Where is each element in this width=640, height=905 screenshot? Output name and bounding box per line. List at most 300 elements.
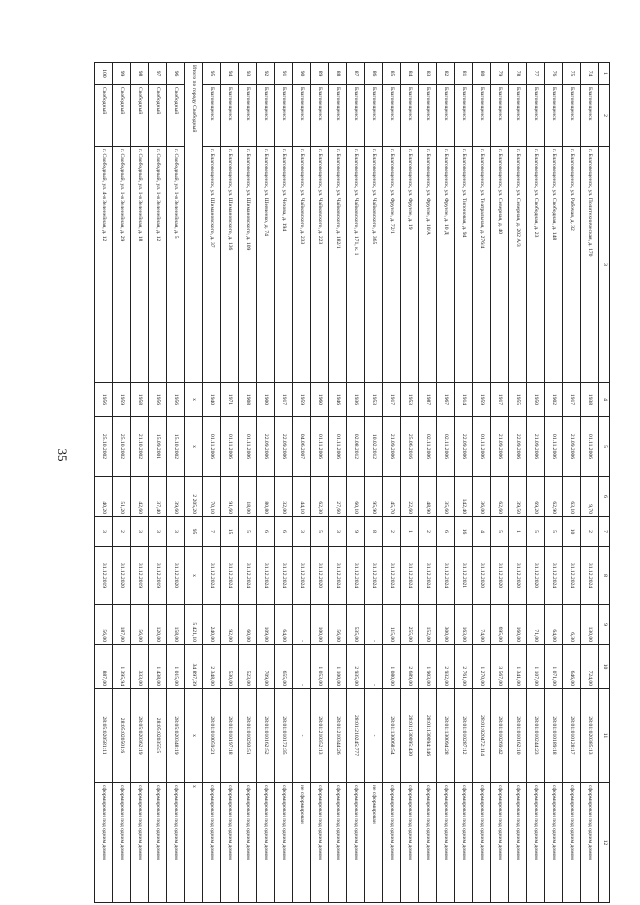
table-cell: 82 (437, 63, 455, 85)
table-cell: 97 (149, 63, 167, 85)
table-cell: 152,00 (419, 605, 437, 645)
table-cell: сформирован под одним домом (347, 783, 365, 903)
table-cell: сформирован под одним домом (383, 783, 401, 903)
table-cell: 100,00 (311, 605, 329, 645)
table-cell: 10 (563, 517, 581, 547)
table-cell: 5 (527, 517, 545, 547)
table-cell: 01.11.2006 (581, 417, 599, 477)
table-cell: 187,00 (113, 605, 131, 645)
table-cell: 9,70 (581, 477, 599, 517)
table-cell: 62,30 (311, 477, 329, 517)
table-cell: 40,20 (95, 477, 113, 517)
column-header: 6 (599, 477, 610, 517)
table-cell: 01.11.2006 (311, 417, 329, 477)
table-cell: 39,50 (509, 477, 527, 517)
table-cell: сформирован под одним домом (455, 783, 473, 903)
table-cell: 31.12.2019 (131, 547, 149, 605)
table-cell: 1956 (149, 383, 167, 417)
table-cell: 31.12.2021 (455, 547, 473, 605)
table-cell: x (185, 783, 203, 903)
table-row (347, 63, 365, 903)
table-cell: 28:01:130094:146 (419, 689, 437, 783)
table-cell: г. Благовещенск, ул. Фрунзе, д. 19 (401, 147, 419, 383)
table-cell: 1 903,00 (419, 645, 437, 689)
table-cell: 1956 (167, 383, 185, 417)
table-cell: 1908 (239, 383, 257, 417)
table-cell: Благовещенск (455, 85, 473, 147)
table-cell: 93 (239, 63, 257, 85)
table-cell: г. Благовещенск, ул. Чайковского, д. 223 (311, 147, 329, 383)
table-cell: Благовещенск (293, 85, 311, 147)
table-cell: 25.06.2016 (401, 417, 419, 477)
table-cell: 28:01:010172:35 (275, 689, 293, 783)
table-cell: 333,00 (131, 645, 149, 689)
table-cell: 70,10 (203, 477, 221, 517)
table-cell: Благовещенск (563, 85, 581, 147)
table-cell: сформирован под одним домом (527, 783, 545, 903)
table-cell: 163,00 (455, 605, 473, 645)
column-header: 3 (599, 147, 610, 383)
table-cell: г. Свободный, ул. 1-я Зеленейная, д. 12 (149, 147, 167, 383)
table-cell: 4 (473, 517, 491, 547)
table-cell: 1 (509, 517, 527, 547)
table-cell: Свободный (149, 85, 167, 147)
table-cell: сформирован под одним домом (275, 783, 293, 903)
table-cell: 28:01:130068:54 (383, 689, 401, 783)
table-cell: 31.12.2020 (113, 547, 131, 605)
table-cell: г. Благовещенск, ул. Фрунзе, д. 72/1 (383, 147, 401, 383)
table-cell: 1 015,00 (167, 645, 185, 689)
table-cell: г. Благовещенск, ул. Типоновая, д. 94 (455, 147, 473, 383)
table-cell: 15.10.2002 (167, 417, 185, 477)
table-cell: сформирован под одним домом (563, 783, 581, 903)
table-cell: 28:01:130094:28 (437, 689, 455, 783)
table-cell: 1953 (365, 383, 383, 417)
table-cell: сформирован под одним домом (545, 783, 563, 903)
table-cell: г. Свободный, ул. 1-я Зеленейная, д. 18 (131, 147, 149, 383)
table-cell: 28:01:210344:26 (329, 689, 347, 783)
table-cell: 709,00 (257, 645, 275, 689)
table-cell: 724,00 (581, 645, 599, 689)
table-cell: 42,60 (131, 477, 149, 517)
table-cell: Благовещенск (473, 85, 491, 147)
table-row (509, 63, 527, 903)
table-row (383, 63, 401, 903)
table-cell: 9 (347, 517, 365, 547)
table-cell: 31.12.2024 (419, 547, 437, 605)
column-header: 8 (599, 547, 610, 605)
table-cell: Благовещенск (401, 85, 419, 147)
table-cell: 160,00 (509, 605, 527, 645)
table-cell: 695,00 (491, 605, 509, 645)
table-cell: 31.12.2024 (545, 547, 563, 605)
table-cell: г. Благовещенск, ул. Шевченко, д. 74 (257, 147, 275, 383)
table-cell: 44,10 (293, 477, 311, 517)
table-cell: 91 (275, 63, 293, 85)
table-cell: г. Благовещенск, ул. Чайковского, д. 171, к. 1 (347, 147, 365, 383)
column-header: 9 (599, 605, 610, 645)
table-cell: 80 (473, 63, 491, 85)
table-row (257, 63, 275, 903)
table-cell: Благовещенск (203, 85, 221, 147)
table-cell: 31.12.2024 (365, 547, 383, 605)
table-cell: Благовещенск (275, 85, 293, 147)
table-cell: г. Благовещенск, ул. Чехова, д. 194 (275, 147, 293, 383)
table-cell: 100 (95, 63, 113, 85)
table-cell: Свободный (95, 85, 113, 147)
table-cell: 1940 (203, 383, 221, 417)
table-cell: 1959 (113, 383, 131, 417)
table-cell: 56,00 (95, 605, 113, 645)
table-row (581, 63, 599, 903)
table-cell: 2 932,00 (437, 645, 455, 689)
table-cell: г. Благовещенск, ул. Шимановского, д. 109 (239, 147, 257, 383)
table-cell: 1956 (95, 383, 113, 417)
table-row (419, 63, 437, 903)
table-cell: 1917 (563, 383, 581, 417)
table-cell: 87 (347, 63, 365, 85)
table-cell: 1914 (455, 383, 473, 417)
table-cell: сформирован под одним домом (437, 783, 455, 903)
table-cell: 28:01:010189:18 (545, 689, 563, 783)
table-cell: 37,40 (149, 477, 167, 517)
table-cell: 01.11.2006 (239, 417, 257, 477)
table-cell: 85 (383, 63, 401, 85)
table-cell: г. Благовещенск, ул. Театральная, д. 276/4 (473, 147, 491, 383)
table-cell: 92,00 (221, 605, 239, 645)
table-cell: 5 421,10 (185, 605, 203, 645)
table-cell: 240,00 (203, 605, 221, 645)
table-cell: x (185, 417, 203, 477)
table-cell: 1987 (419, 383, 437, 417)
table-row (527, 63, 545, 903)
table-cell: 31.12.2024 (383, 547, 401, 605)
table-cell: 15 (221, 517, 239, 547)
table-cell: Благовещенск (239, 85, 257, 147)
table-cell: 51,20 (113, 477, 131, 517)
table-cell: сформирован под одним домом (149, 783, 167, 903)
table-cell: сформирован под одним домом (491, 783, 509, 903)
table-row (275, 63, 293, 903)
table-cell: 31.12.2024 (347, 547, 365, 605)
table-cell: 3 (95, 517, 113, 547)
table-cell: 21.09.2006 (491, 417, 509, 477)
table-cell: 158,00 (167, 605, 185, 645)
table-row (95, 63, 113, 903)
column-header: 4 (599, 383, 610, 417)
table-cell: 530,00 (221, 645, 239, 689)
table-cell: 31.12.2024 (581, 547, 599, 605)
table-cell: Благовещенск (527, 85, 545, 147)
table-cell: 255,00 (401, 605, 419, 645)
table-cell: 62,60 (491, 477, 509, 517)
table-cell: сформирован под одним домом (311, 783, 329, 903)
table-cell: 1936 (347, 383, 365, 417)
table-cell: 535,00 (347, 605, 365, 645)
table-cell: г. Благовещенск, ул. Политехническая, д. 170 (581, 147, 599, 383)
table-cell: 2 348,00 (203, 645, 221, 689)
table-cell: 90 (293, 63, 311, 85)
table-cell: 76 (545, 63, 563, 85)
table-cell: 2 (383, 517, 401, 547)
table-cell: г. Благовещенск, ул. Свободная, д. 148 (545, 147, 563, 383)
table-cell: 5 (491, 517, 509, 547)
table-cell: 77 (527, 63, 545, 85)
table-cell: 22.09.2006 (275, 417, 293, 477)
table-cell: Благовещенск (311, 85, 329, 147)
table-cell: 31.12.2024 (329, 547, 347, 605)
table-cell: x (185, 547, 203, 605)
table-cell: 1938 (581, 383, 599, 417)
table-cell: x (185, 383, 203, 417)
table-row (329, 63, 347, 903)
table-cell: сформирован под одним домом (419, 783, 437, 903)
table-cell: Благовещенск (329, 85, 347, 147)
housing-table (94, 62, 610, 903)
table-cell: 28:01:010162:10 (509, 689, 527, 783)
table-cell: 31.12.2020 (167, 547, 185, 605)
table-cell: сформирован под одним домом (95, 783, 113, 903)
table-cell: Благовещенск (383, 85, 401, 147)
table-cell: 62,90 (545, 477, 563, 517)
table-cell: Благовещенск (365, 85, 383, 147)
table-cell: 86 (365, 63, 383, 85)
table-cell: 98 (131, 63, 149, 85)
table-cell: сформирован под одним домом (401, 783, 419, 903)
table-cell: 8 (365, 517, 383, 547)
table-cell: 28:01:010162:52 (257, 689, 275, 783)
table-row (401, 63, 419, 903)
table-row (113, 63, 131, 903)
table-cell: 31.12.2019 (95, 547, 113, 605)
table-cell: - (365, 689, 383, 783)
table-body (95, 63, 599, 903)
page-number: 35 (55, 448, 70, 462)
table-cell: 31.12.2024 (221, 547, 239, 605)
table-cell: 31.12.2020 (491, 547, 509, 605)
table-cell: 1900 (257, 383, 275, 417)
table-cell: 88 (329, 63, 347, 85)
table-cell: 95,90 (365, 477, 383, 517)
table-cell: Благовещенск (419, 85, 437, 147)
table-cell: 64,00 (275, 605, 293, 645)
table-cell: 2 935,00 (347, 645, 365, 689)
table-cell: 3 (293, 517, 311, 547)
table-cell: 2 689,00 (401, 645, 419, 689)
table-cell: г. Благовещенск, ул. Фрунзе, д. 10/А (419, 147, 437, 383)
table-cell: не сформирован (293, 783, 311, 903)
table-cell: 18,00 (239, 477, 257, 517)
table-cell: 31.12.2020 (509, 547, 527, 605)
table-cell: 2 (581, 517, 599, 547)
table-cell: 32,00 (275, 477, 293, 517)
header-row (599, 63, 610, 903)
table-cell: 31.12.2024 (401, 547, 419, 605)
table-cell: 1 100,00 (329, 645, 347, 689)
table-cell: 22,60 (401, 477, 419, 517)
table-cell: сформирован под одним домом (239, 783, 257, 903)
table-cell: 22.09.2006 (509, 417, 527, 477)
table-cell: Благовещенск (257, 85, 275, 147)
table-cell: 1946 (329, 383, 347, 417)
table-cell: 64,00 (545, 605, 563, 645)
total-row (185, 63, 203, 903)
table-cell: сформирован под одним домом (257, 783, 275, 903)
table-cell: 1 053,00 (311, 645, 329, 689)
table-cell: 31.12.2024 (563, 547, 581, 605)
table-cell: 1 (401, 517, 419, 547)
table-row (563, 63, 581, 903)
table-cell: 31.12.2024 (257, 547, 275, 605)
table-cell: г. Свободный, ул. 1-я Зеленейная, д. 5 (167, 147, 185, 383)
table-cell: 28:05:020348:19 (167, 689, 185, 783)
table-cell: 5 (311, 517, 329, 547)
table-cell: 28:01:010244:23 (527, 689, 545, 783)
table-cell: 89 (311, 63, 329, 85)
table-cell: 16 (455, 517, 473, 547)
table-cell: Свободный (131, 85, 149, 147)
table-cell: Благовещенск (581, 85, 599, 147)
table-cell: 25.10.2002 (113, 417, 131, 477)
table-cell: x (185, 689, 203, 783)
table-cell: 1 438,00 (149, 645, 167, 689)
table-cell: 36,00 (473, 477, 491, 517)
table-cell: 120,00 (149, 605, 167, 645)
table-cell: 1960 (311, 383, 329, 417)
table-cell: 655,00 (275, 645, 293, 689)
table-cell: г. Благовещенск, ул. Рабочая, д. 32 (563, 147, 581, 383)
table-cell: 74,00 (473, 605, 491, 645)
table-cell: 2 (113, 517, 131, 547)
table-cell: 28:01:010059:21 (203, 689, 221, 783)
table-cell: 1 395,94 (113, 645, 131, 689)
table-cell: - (293, 689, 311, 783)
table-cell: сформирован под одним домом (221, 783, 239, 903)
table-cell: 28:01:020472:114 (473, 689, 491, 783)
table-cell: 1971 (221, 383, 239, 417)
table-cell: 3 567,00 (491, 645, 509, 689)
table-cell: сформирован под одним домом (509, 783, 527, 903)
table-cell: г. Благовещенск, ул. Фрунзе, д. 10 Д (437, 147, 455, 383)
table-cell: сформирован под одним домом (131, 783, 149, 903)
column-header: 5 (599, 417, 610, 477)
column-header: 12 (599, 783, 610, 903)
table-cell: 25.10.2002 (95, 417, 113, 477)
table-cell: сформирован под одним домом (113, 783, 131, 903)
table-cell: 28:01:010197:18 (221, 689, 239, 783)
table-cell: 646,00 (563, 645, 581, 689)
table-cell: 10.02.2012 (365, 417, 383, 477)
table-cell: 79 (491, 63, 509, 85)
table-cell: 28:01:010287:12 (455, 689, 473, 783)
table-cell: - (365, 605, 383, 645)
table-row (167, 63, 185, 903)
table-cell: 45,70 (383, 477, 401, 517)
table-row (131, 63, 149, 903)
table-row (473, 63, 491, 903)
table-cell: 94 (221, 63, 239, 85)
table-cell: 28:01:010269:42 (491, 689, 509, 783)
table-cell: сформирован под одним домом (473, 783, 491, 903)
table-cell: 28:01:210245:777 (347, 689, 365, 783)
table-cell: 31.12.2020 (527, 547, 545, 605)
table-cell: 28:05:020501:6 (113, 689, 131, 783)
table-cell: г. Благовещенск, ул. Северная, д. 202 А/3 (509, 147, 527, 383)
table-cell: 91,60 (221, 477, 239, 517)
table-row (293, 63, 311, 903)
column-header: 11 (599, 689, 610, 783)
table-cell: не сформирован (365, 783, 383, 903)
table-cell: - (293, 645, 311, 689)
table-cell: сформирован под одним домом (329, 783, 347, 903)
table-cell: 109,00 (257, 605, 275, 645)
table-cell: Благовещенск (545, 85, 563, 147)
table-cell: 3 (167, 517, 185, 547)
table-row (221, 63, 239, 903)
table-cell: 02.08.2012 (347, 417, 365, 477)
table-cell: Свободный (167, 85, 185, 147)
table-cell: 1917 (491, 383, 509, 417)
table-cell: 1959 (473, 383, 491, 417)
table-cell: 2 761,00 (455, 645, 473, 689)
table-row (311, 63, 329, 903)
table-cell: 130,00 (581, 605, 599, 645)
table-cell: 02.11.2006 (419, 417, 437, 477)
table-cell: 80,80 (257, 477, 275, 517)
table-cell: - (365, 645, 383, 689)
table-cell: 31.12.2020 (311, 547, 329, 605)
table-cell: 56,00 (329, 605, 347, 645)
table-cell: 28:01:020385:13 (581, 689, 599, 783)
table-cell: 6 (437, 517, 455, 547)
table-cell: 1 071,00 (545, 645, 563, 689)
table-cell: 21.09.2006 (527, 417, 545, 477)
table-cell: 35,60 (437, 477, 455, 517)
table-cell: 63,10 (563, 477, 581, 517)
table-cell: 92 (257, 63, 275, 85)
table-row (437, 63, 455, 903)
table-cell: г. Свободный, ул. 4-я Зеленейная, д. 12 (95, 147, 113, 383)
table-cell: 01.11.2006 (545, 417, 563, 477)
table-row (491, 63, 509, 903)
table-cell: Благовещенск (347, 85, 365, 147)
housing-table-wrapper (101, 62, 610, 902)
table-cell: Благовещенск (491, 85, 509, 147)
table-cell: г. Благовещенск, ул. Чайковского, д. 365 (365, 147, 383, 383)
table-cell: 28:05:020362:19 (131, 689, 149, 783)
table-cell: 21.10.2002 (131, 417, 149, 477)
table-cell: 81 (455, 63, 473, 85)
table-cell: Благовещенск (437, 85, 455, 147)
total-label: Итого по городу Свободный (185, 63, 203, 383)
table-cell: 523,00 (239, 645, 257, 689)
table-cell: 1902 (545, 383, 563, 417)
table-cell: 1958 (131, 383, 149, 417)
table-row (239, 63, 257, 903)
table-cell: 28:01:010128:17 (563, 689, 581, 783)
table-cell: 21.09.2006 (383, 417, 401, 477)
table-cell: 5 (545, 517, 563, 547)
table-cell: 83 (419, 63, 437, 85)
table-cell: 1 341,00 (509, 645, 527, 689)
table-cell: 39,60 (167, 477, 185, 517)
table-cell: 31.12.2020 (473, 547, 491, 605)
table-cell: Благовещенск (509, 85, 527, 147)
table-cell: г. Благовещенск, ул. Шимановского, д. 136 (221, 147, 239, 383)
table-cell: 02.11.2006 (437, 417, 455, 477)
table-cell: 1917 (383, 383, 401, 417)
table-cell: 95 (203, 63, 221, 85)
